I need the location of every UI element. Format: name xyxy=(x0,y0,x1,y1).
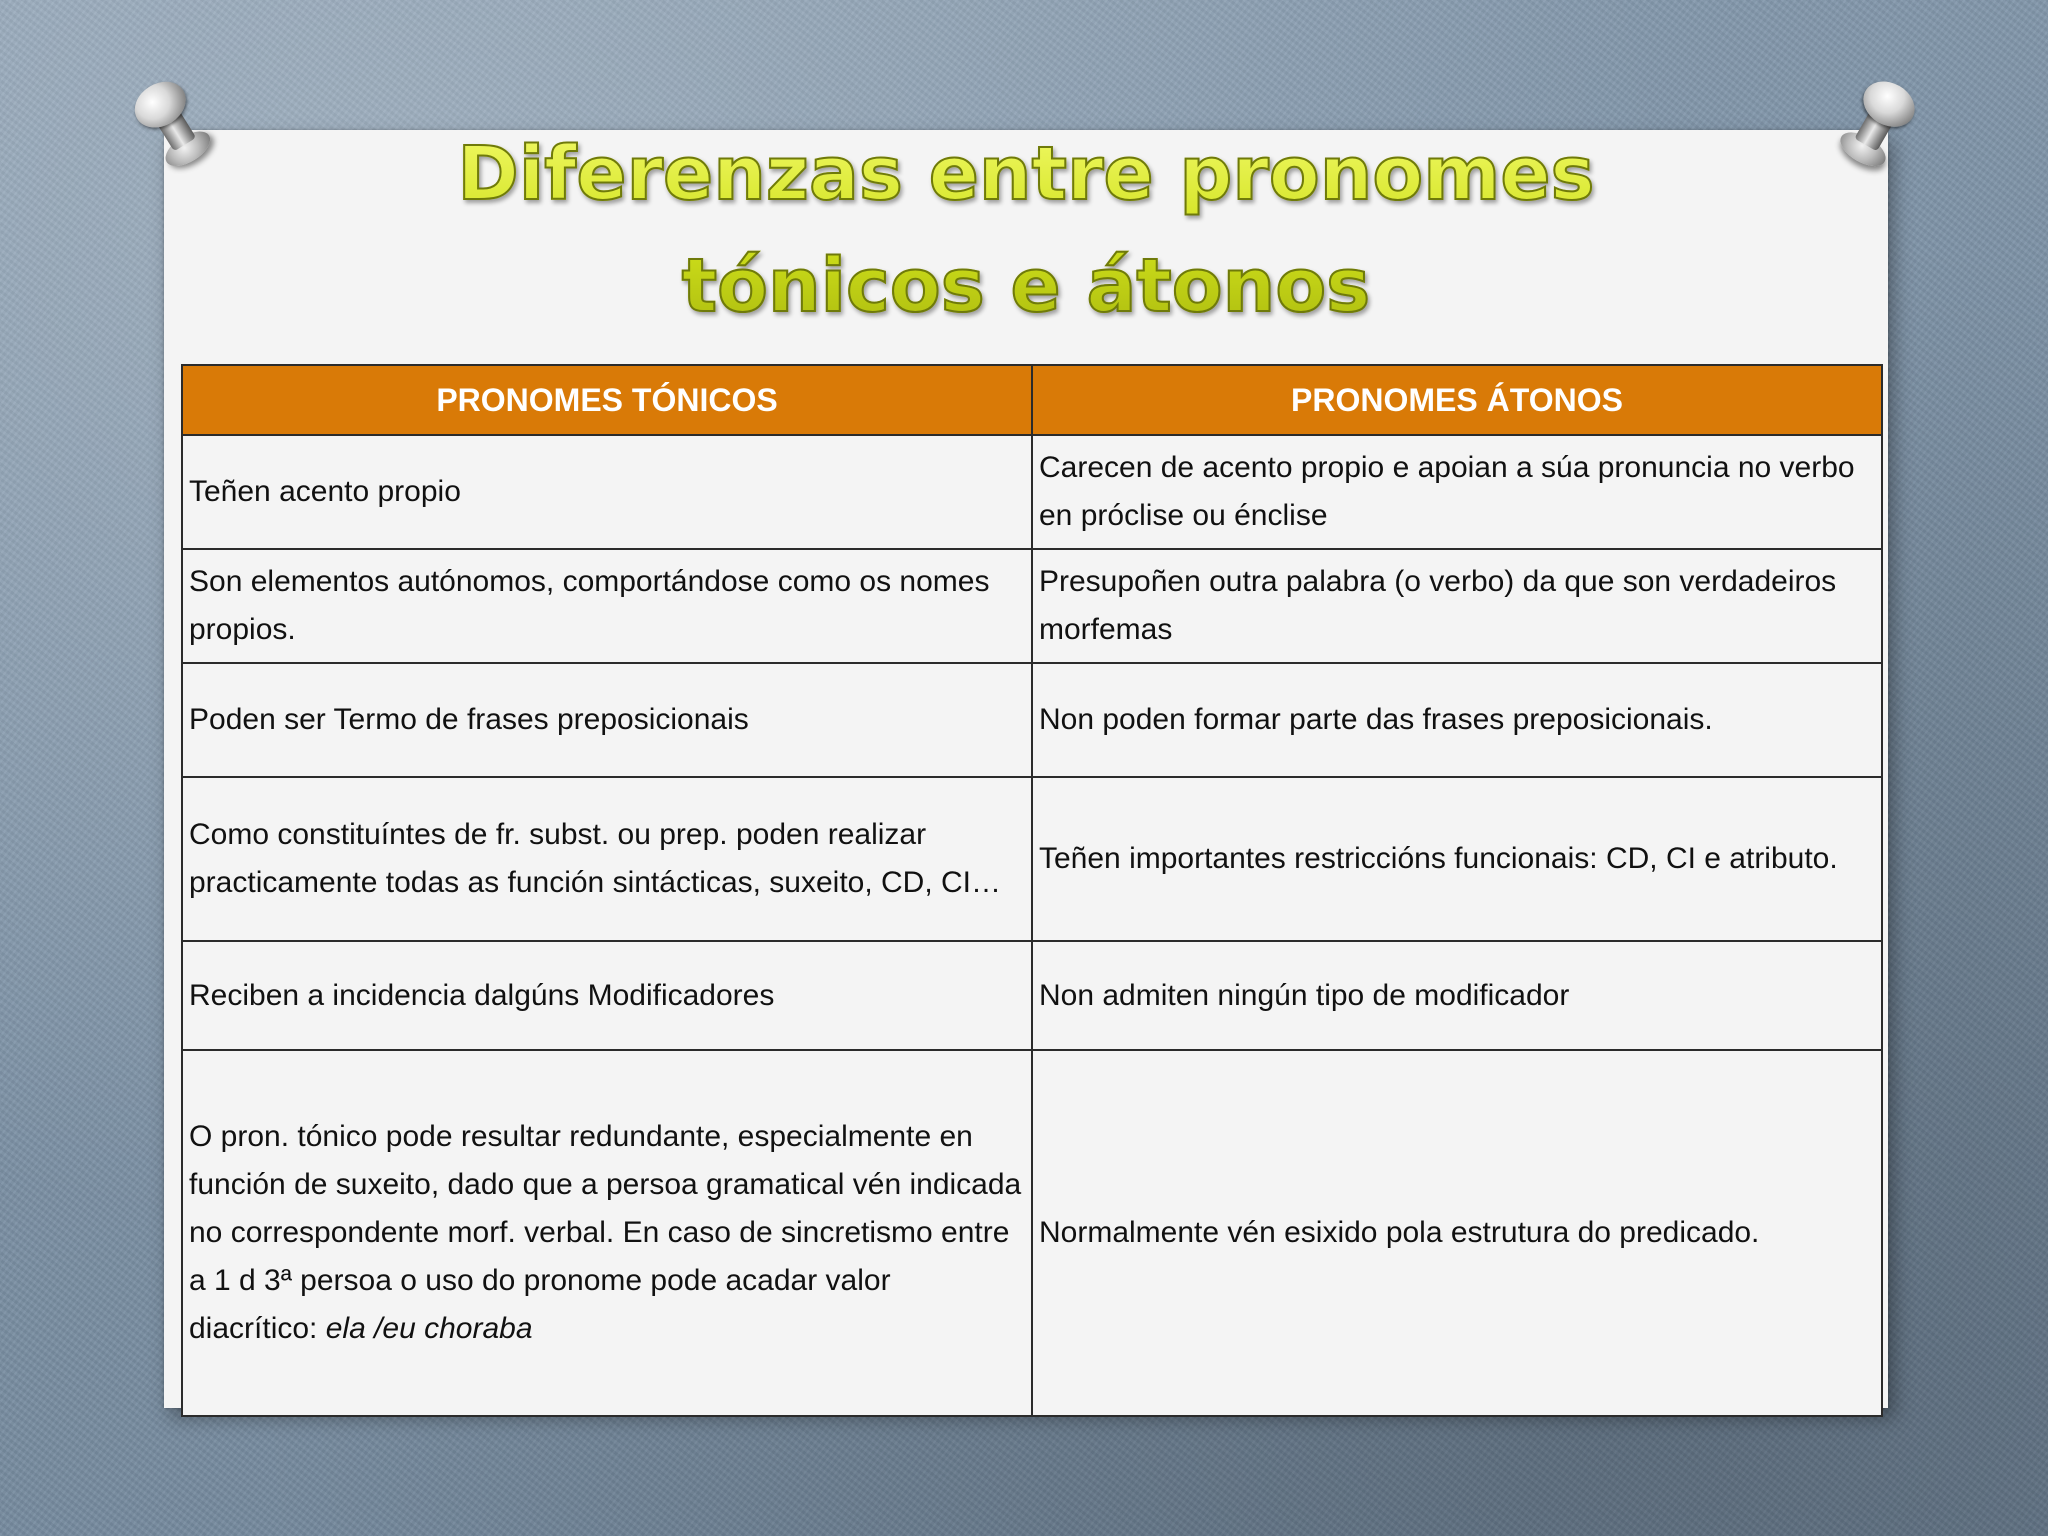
example-text: ela /eu choraba xyxy=(325,1312,533,1345)
table-cell-atonos: Presupoñen outra palabra (o verbo) da que son verdadeiros morfemas xyxy=(1032,549,1882,663)
slide-title-line-2: tónicos e átonos xyxy=(681,243,1371,329)
table-row xyxy=(182,549,1882,663)
table-cell-atonos: Non poden formar parte das frases preposicionais. xyxy=(1032,663,1882,777)
slide-title-line-1: Diferenzas entre pronomes xyxy=(457,131,1595,217)
table-cell-tonicos: Teñen acento propio xyxy=(182,435,1032,549)
table-cell-text: O pron. tónico pode resultar redundante, especialmente en función de suxeito, dado que a persoa gramatical vén indicada no correspondente morf. verbal. En caso de sincretismo entre a 1 d 3ª persoa o uso do pronome pode acadar valor diacrítico: xyxy=(189,1120,1022,1345)
comparison-table xyxy=(181,364,1883,1417)
table-row xyxy=(182,941,1882,1050)
table-cell-tonicos xyxy=(182,1050,1032,1416)
table-header-row xyxy=(182,365,1882,435)
table-cell-atonos: Carecen de acento propio e apoian a súa pronuncia no verbo en próclise ou énclise xyxy=(1032,435,1882,549)
table-row xyxy=(182,777,1882,941)
table-row xyxy=(182,435,1882,549)
column-header-tonicos: PRONOMES TÓNICOS xyxy=(182,365,1032,435)
table-row xyxy=(182,1050,1882,1416)
table-cell-tonicos: Reciben a incidencia dalgúns Modificadores xyxy=(182,941,1032,1050)
table-row xyxy=(182,663,1882,777)
table-cell-tonicos: Poden ser Termo de frases preposicionais xyxy=(182,663,1032,777)
table-cell-tonicos: Son elementos autónomos, comportándose como os nomes propios. xyxy=(182,549,1032,663)
table-cell-tonicos: Como constituíntes de fr. subst. ou prep. poden realizar practicamente todas as función sintácticas, suxeito, CD, CI… xyxy=(182,777,1032,941)
column-header-atonos: PRONOMES ÁTONOS xyxy=(1032,365,1882,435)
table-cell-atonos: Normalmente vén esixido pola estrutura do predicado. xyxy=(1032,1050,1882,1416)
slide-title xyxy=(164,118,1888,342)
table-cell-atonos: Teñen importantes restriccións funcionais: CD, CI e atributo. xyxy=(1032,777,1882,941)
table-cell-atonos: Non admiten ningún tipo de modificador xyxy=(1032,941,1882,1050)
